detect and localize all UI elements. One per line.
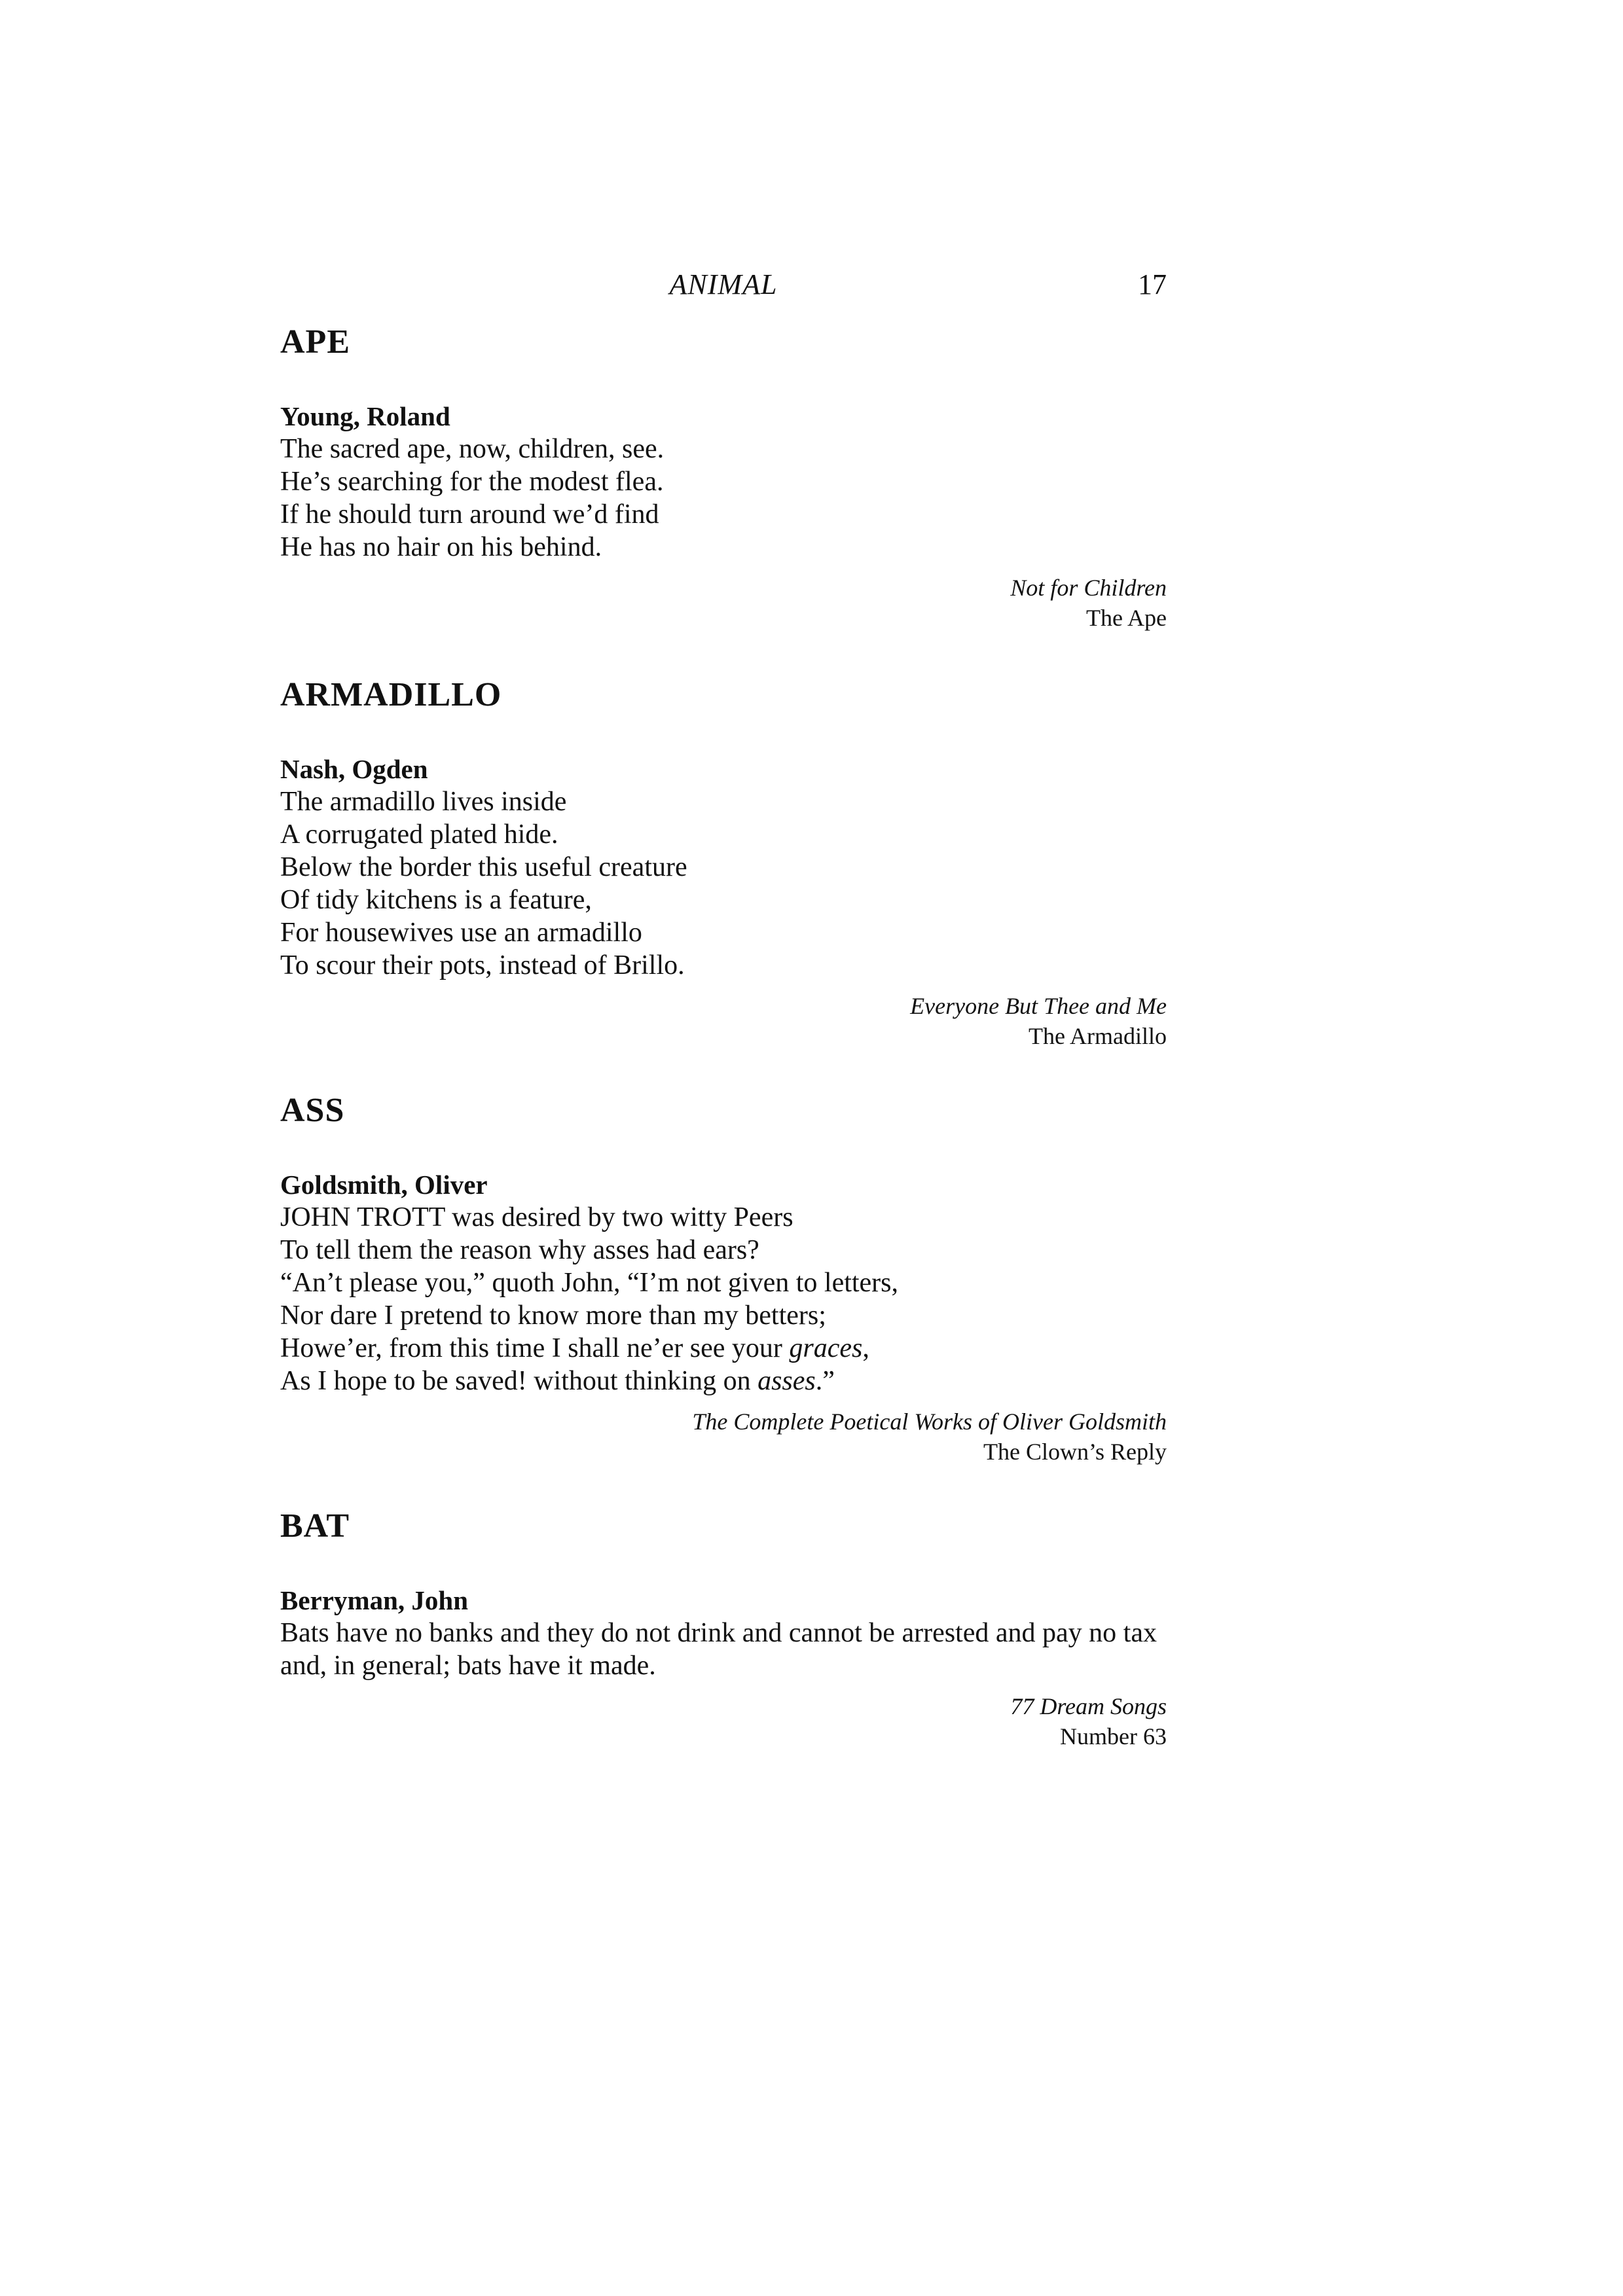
source-book: Everyone But Thee and Me bbox=[910, 993, 1167, 1019]
poem-line: Of tidy kitchens is a feature, bbox=[280, 885, 592, 915]
entry-author: Berryman, John bbox=[280, 1585, 468, 1615]
poem-line: For housewives use an armadillo bbox=[280, 918, 642, 948]
poem-line: JOHN TROTT was desired by two witty Peers bbox=[280, 1202, 793, 1232]
poem-emphasis: graces bbox=[789, 1333, 863, 1363]
source-citation bbox=[280, 1407, 1167, 1467]
entry-author: Young, Roland bbox=[280, 401, 450, 431]
poem-emphasis: asses bbox=[757, 1366, 816, 1396]
entry-ape bbox=[280, 323, 1167, 633]
poem-line: A corrugated plated hide. bbox=[280, 819, 558, 850]
entry-heading: ASS bbox=[280, 1092, 345, 1129]
source-title: The Clown’s Reply bbox=[983, 1439, 1167, 1465]
poem-line bbox=[280, 1365, 1167, 1397]
entry-heading: ARMADILLO bbox=[280, 676, 502, 713]
poem-line: Nor dare I pretend to know more than my betters; bbox=[280, 1300, 826, 1331]
entry-ass bbox=[280, 1091, 1167, 1467]
entry-author: Nash, Ogden bbox=[280, 754, 428, 784]
running-head bbox=[280, 265, 1167, 304]
source-citation bbox=[280, 1691, 1167, 1751]
poem-line: The sacred ape, now, children, see. bbox=[280, 434, 665, 464]
source-book: The Complete Poetical Works of Oliver Goldsmith bbox=[692, 1408, 1167, 1435]
source-title: The Ape bbox=[1086, 605, 1167, 631]
source-citation bbox=[280, 573, 1167, 633]
entry-heading: BAT bbox=[280, 1507, 350, 1545]
running-title: ANIMAL bbox=[669, 268, 778, 300]
poem-line: He’s searching for the modest flea. bbox=[280, 467, 664, 497]
poem-line: “An’t please you,” quoth John, “I’m not given to letters, bbox=[280, 1268, 899, 1298]
poem-line: To scour their pots, instead of Brillo. bbox=[280, 950, 685, 980]
poem-line: The armadillo lives inside bbox=[280, 787, 567, 817]
page-number: 17 bbox=[1138, 268, 1167, 300]
source-book: 77 Dream Songs bbox=[1010, 1693, 1167, 1719]
entry-heading: APE bbox=[280, 323, 350, 361]
poem-line: Bats have no banks and they do not drink and cannot be arrested and pay no tax and, in general; bats have it made. bbox=[280, 1618, 1157, 1681]
poem-line bbox=[280, 1332, 1167, 1365]
poem-line: Below the border this useful creature bbox=[280, 852, 687, 882]
poem-text: Howe’er, from this time I shall ne’er see your bbox=[280, 1333, 790, 1363]
poem-text: , bbox=[862, 1333, 869, 1363]
source-title: Number 63 bbox=[1060, 1723, 1167, 1749]
entry-author: Goldsmith, Oliver bbox=[280, 1170, 488, 1200]
poem-line: If he should turn around we’d find bbox=[280, 499, 659, 529]
poem-line: He has no hair on his behind. bbox=[280, 532, 602, 562]
poem-text: As I hope to be saved! without thinking on bbox=[280, 1366, 758, 1396]
entry-bat bbox=[280, 1507, 1167, 1751]
poem-text: .” bbox=[815, 1366, 835, 1396]
source-book: Not for Children bbox=[1010, 575, 1167, 601]
source-citation bbox=[280, 991, 1167, 1051]
source-title: The Armadillo bbox=[1029, 1023, 1167, 1049]
entry-armadillo bbox=[280, 675, 1167, 1051]
poem-line: To tell them the reason why asses had ears? bbox=[280, 1235, 759, 1265]
